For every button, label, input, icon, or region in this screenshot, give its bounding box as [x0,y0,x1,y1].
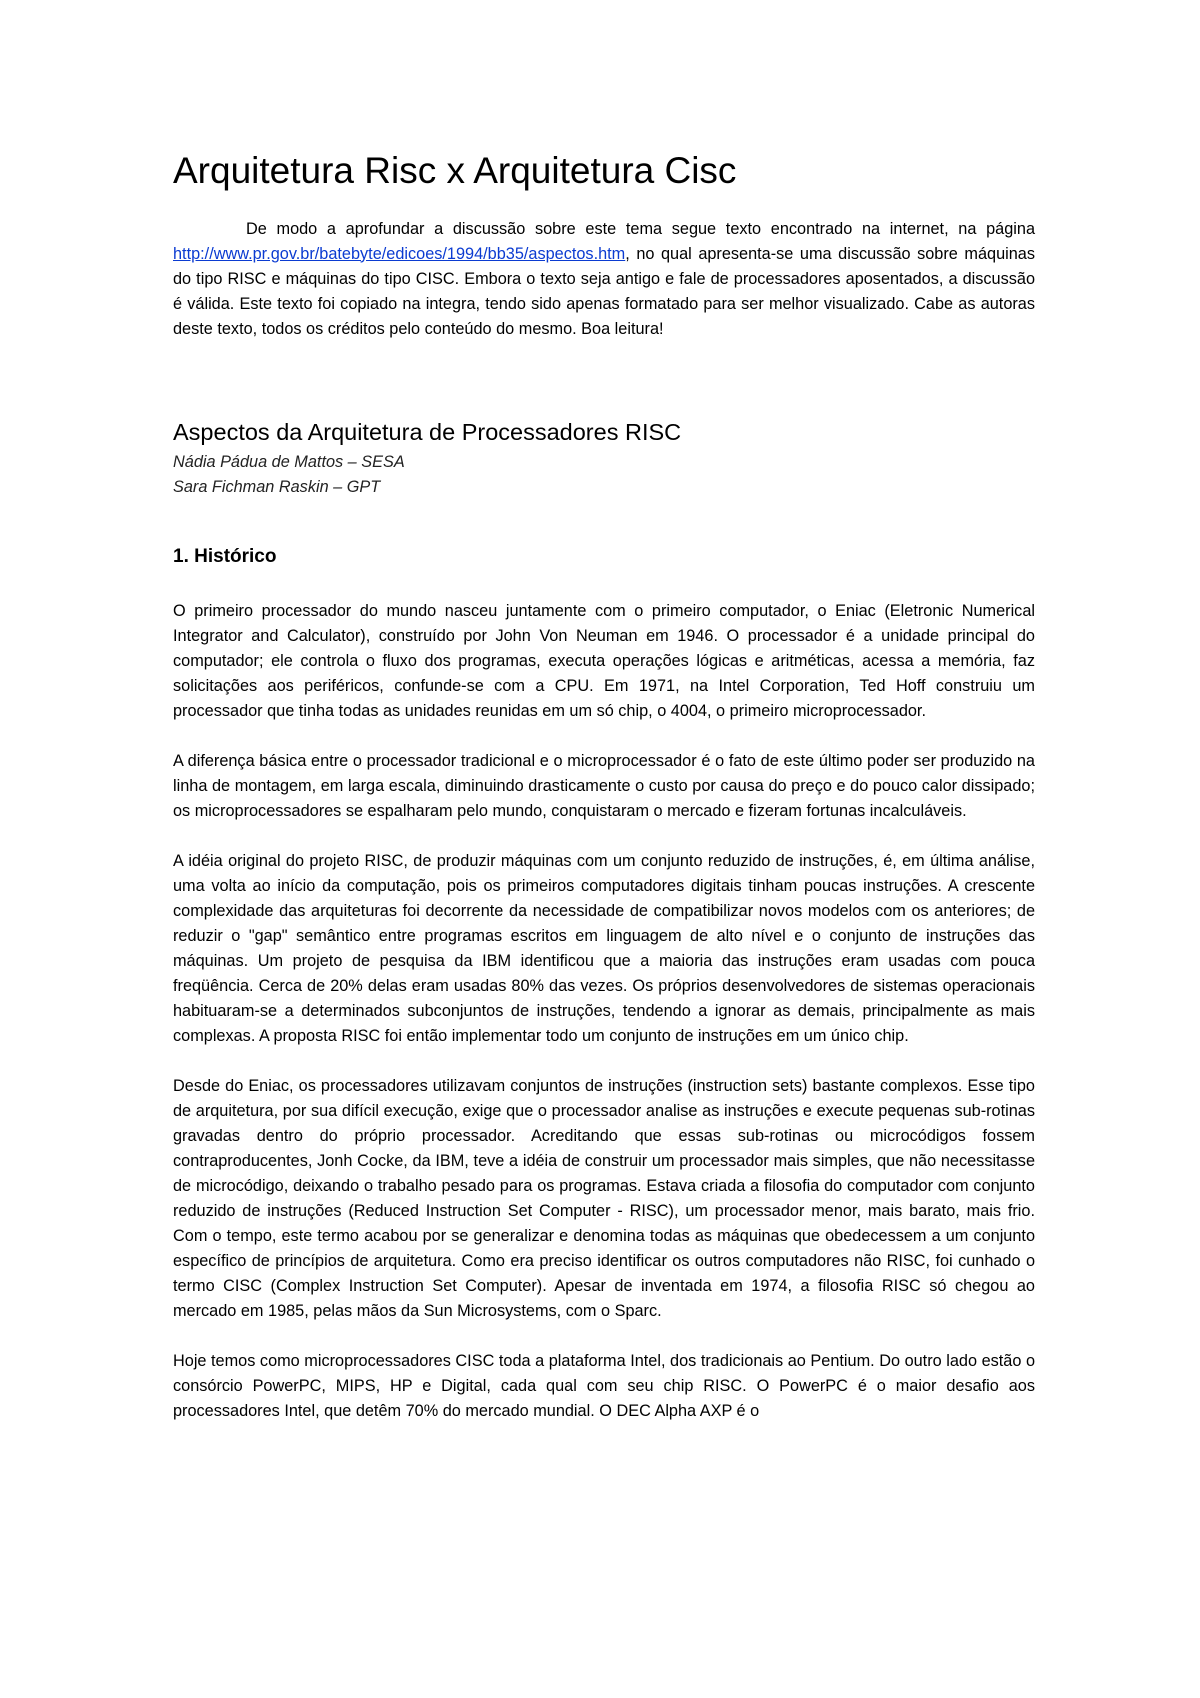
body-paragraph: O primeiro processador do mundo nasceu juntamente com o primeiro computador, o Eniac (Eletronic Numerical Integrator and Calculator), construído por John Von Neuman em 1946. O processador é a unidade principal do computador; ele controla o fluxo dos programas, executa operações lógicas e aritméticas, acessa a memória, faz solicitações aos periféricos, confunde-se com a CPU. Em 1971, na Intel Corporation, Ted Hoff construiu um processador que tinha todas as unidades reunidas em um só chip, o 4004, o primeiro microprocessador. [173,601,1035,720]
section-title: Aspectos da Arquitetura de Processadores RISC [173,418,682,445]
author-line: Sara Fichman Raskin – GPT [173,477,381,496]
body-paragraph: Desde do Eniac, os processadores utilizavam conjuntos de instruções (instruction sets) bastante complexos. Esse tipo de arquitetura, por sua difícil execução, exige que o processador analise as instruções e execute pequenas sub-rotinas gravadas dentro do próprio processador. Acreditando que essas sub-rotinas ou microcódigos fossem contraproducentes, Jonh Cocke, da IBM, teve a idéia de construir um processador mais simples, que não necessitasse de microcódigo, deixando o trabalho pesado para os programas. Estava criada a filosofia do computador com conjunto reduzido de instruções (Reduced Instruction Set Computer - RISC), um processador menor, mais barato, mais frio. Com o tempo, este termo acabou por se generalizar e denomina todas as máquinas que obedecessem a um conjunto específico de princípios de arquitetura. Como era preciso identificar os outros computadores não RISC, foi cunhado o termo CISC (Complex Instruction Set Computer). Apesar de inventada em 1974, a filosofia RISC só chegou ao mercado em 1985, pelas mãos da Sun Microsystems, com o Sparc. [173,1076,1035,1320]
source-link[interactable]: http://www.pr.gov.br/batebyte/edicoes/1994/bb35/aspectos.htm [173,244,626,263]
body-paragraph: Hoje temos como microprocessadores CISC toda a plataforma Intel, dos tradicionais ao Pentium. Do outro lado estão o consórcio PowerPC, MIPS, HP e Digital, cada qual com seu chip RISC. O PowerPC é o maior desafio aos processadores Intel, que detêm 70% do mercado mundial. O DEC Alpha AXP é o [173,1351,1035,1420]
intro-text-after-link: , no qual apresenta-se uma discussão sobre máquinas do tipo RISC e máquinas do tipo CISC. Embora o texto seja antigo e fale de processadores aposentados, a discussão é válida. Este texto foi copiado na integra, tendo sido apenas formatado para ser melhor visualizado. Cabe as autoras deste texto, todos os créditos pelo conteúdo do mesmo. Boa leitura! [173,244,1035,338]
author-line: Nádia Pádua de Mattos – SESA [173,452,405,471]
intro-text-before-link: De modo a aprofundar a discussão sobre este tema segue texto encontrado na internet, na página [246,219,1035,238]
document-title: Arquitetura Risc x Arquitetura Cisc [173,150,737,191]
body-paragraph: A diferença básica entre o processador tradicional e o microprocessador é o fato de este último poder ser produzido na linha de montagem, em larga escala, diminuindo drasticamente o custo por causa do preço e do pouco calor dissipado; os microprocessadores se espalharam pelo mundo, conquistaram o mercado e fizeram fortunas incalculáveis. [173,751,1035,820]
body-paragraph: A idéia original do projeto RISC, de produzir máquinas com um conjunto reduzido de instruções, é, em última análise, uma volta ao início da computação, pois os primeiros computadores digitais tinham poucas instruções. A crescente complexidade das arquiteturas foi decorrente da necessidade de compatibilizar novos modelos com os anteriores; de reduzir o "gap" semântico entre programas escritos em linguagem de alto nível e o conjunto de instruções das máquinas. Um projeto de pesquisa da IBM identificou que a maioria das instruções eram usadas com pouca freqüência. Cerca de 20% delas eram usadas 80% das vezes. Os próprios desenvolvedores de sistemas operacionais habituaram-se a determinados subconjuntos de instruções, tendendo a ignorar as demais, principalmente as mais complexas. A proposta RISC foi então implementar todo um conjunto de instruções em um único chip. [173,851,1035,1045]
historico-heading: 1. Histórico [173,545,277,567]
intro-paragraph [173,217,1035,342]
document-content [173,150,1035,1449]
